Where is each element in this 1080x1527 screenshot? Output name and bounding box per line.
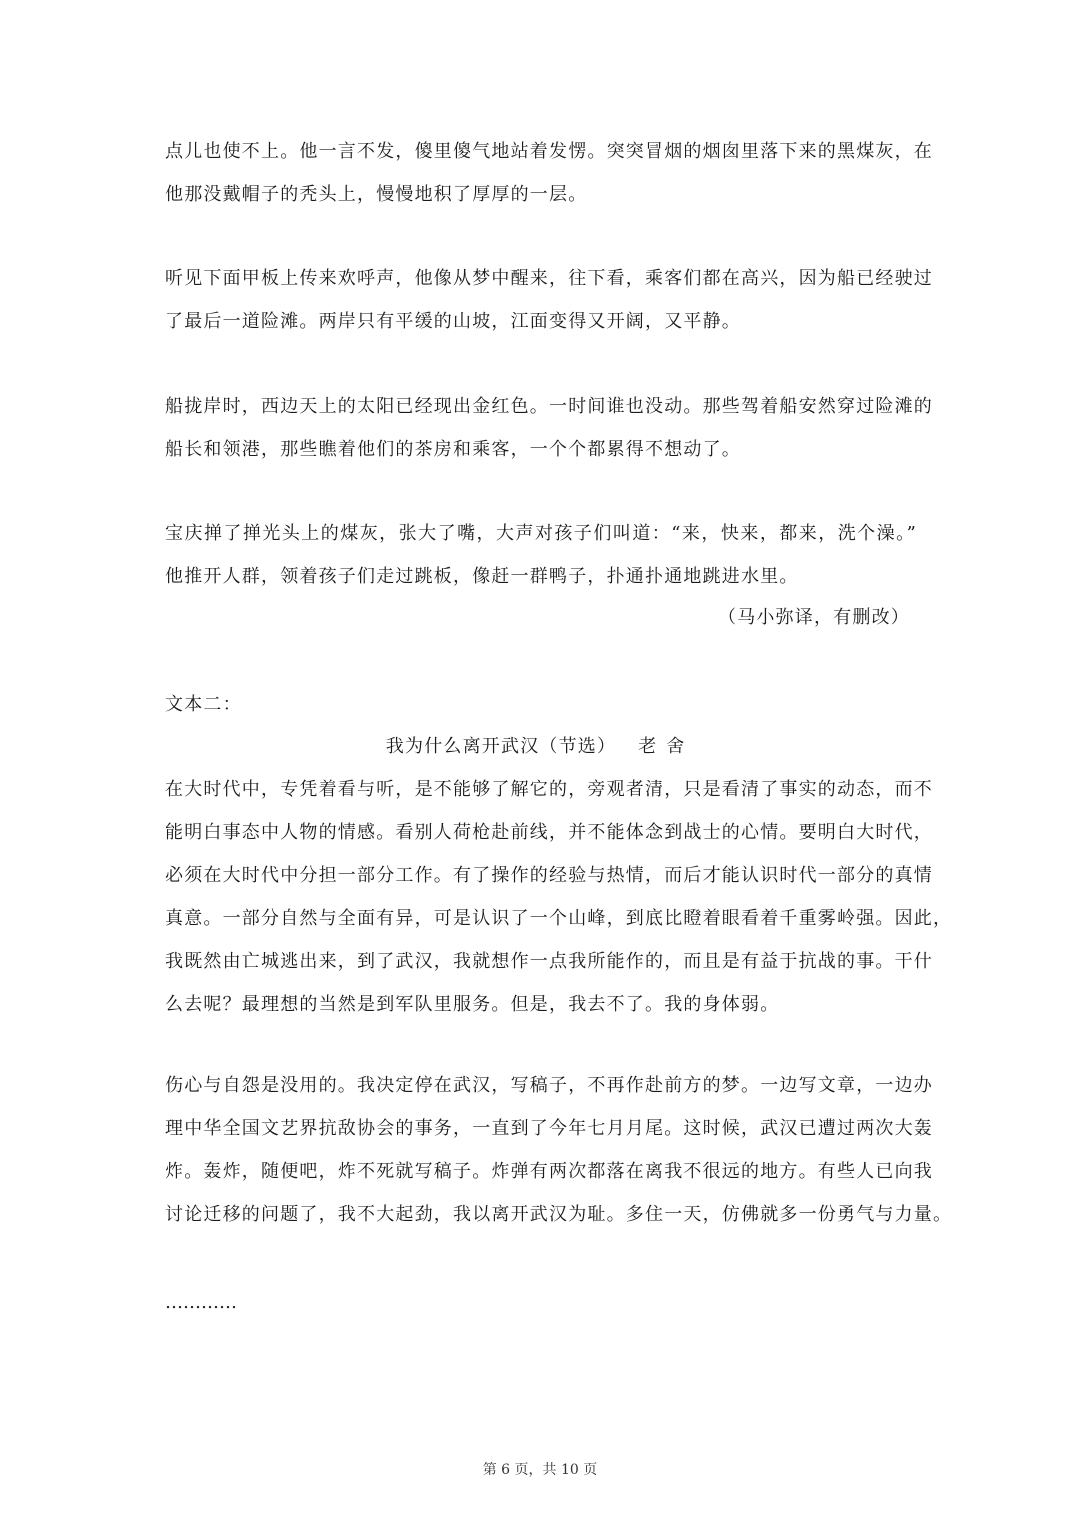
- paragraph-line: 伤心与自怨是没用的。我决定停在武汉，写稿子，不再作赴前方的梦。一边写文章，一边办: [165, 1075, 933, 1096]
- paragraph-line: 讨论迁移的问题了，我不大起劲，我以离开武汉为耻。多住一天，仿佛就多一份勇气与力量。: [165, 1204, 953, 1225]
- paragraph-line: 了最后一道险滩。两岸只有平缓的山坡，江面变得又开阔，又平静。: [165, 311, 741, 332]
- paragraph-line: 船长和领港，那些瞧着他们的茶房和乘客，一个个都累得不想动了。: [165, 439, 741, 460]
- paragraph-line: 么去呢？最理想的当然是到军队里服务。但是，我去不了。我的身体弱。: [165, 994, 780, 1015]
- paragraph-3: [165, 385, 933, 471]
- paragraph-line: 听见下面甲板上传来欢呼声，他像从梦中醒来，往下看，乘客们都在高兴，因为船已经驶过: [165, 268, 933, 289]
- translator-attribution: （马小弥译，有删改）: [718, 607, 910, 628]
- paragraph-line: 他推开人群，领着孩子们走过跳板，像赶一群鸭子，扑通扑通地跳进水里。: [165, 566, 799, 587]
- paragraph-line: 他那没戴帽子的秃头上，慢慢地积了厚厚的一层。: [165, 184, 588, 205]
- paragraph-6: [165, 1064, 953, 1236]
- article-title-text: 我为什么离开武汉（节选）: [385, 736, 617, 757]
- paragraph-line: 炸。轰炸，随便吧，炸不死就写稿子。炸弹有两次都落在离我不很远的地方。有些人已向我: [165, 1161, 933, 1182]
- section-label: 文本二：: [165, 694, 242, 715]
- page-footer: 第 6 页，共 10 页: [482, 1462, 598, 1478]
- paragraph-line: 我既然由亡城逃出来，到了武汉，我就想作一点我所能作的，而且是有益于抗战的事。干什: [165, 951, 933, 972]
- paragraph-line: 点儿也使不上。他一言不发，傻里傻气地站着发愣。突突冒烟的烟囱里落下来的黑煤灰，在: [165, 141, 933, 162]
- paragraph-2: [165, 257, 933, 343]
- paragraph-line: 宝庆掸了掸光头上的煤灰，张大了嘴，大声对孩子们叫道：“来，快来，都来，洗个澡。”: [165, 523, 917, 544]
- omission-ellipsis: …………: [165, 1292, 237, 1313]
- paragraph-line: 船拢岸时，西边天上的太阳已经现出金红色。一时间谁也没动。那些驾着船安然穿过险滩的: [165, 396, 933, 417]
- paragraph-line: 能明白事态中人物的情感。看别人荷枪赴前线，并不能体念到战士的心情。要明白大时代，: [165, 822, 933, 843]
- paragraph-line: 理中华全国文艺界抗敌协会的事务，一直到了今年七月月尾。这时候，武汉已遭过两次大轰: [165, 1118, 933, 1139]
- paragraph-4: [165, 512, 917, 598]
- article-title: [0, 732, 1080, 762]
- paragraph-line: 真意。一部分自然与全面有异，可是认识了一个山峰，到底比瞪着眼看着千重雾岭强。因此，: [165, 908, 953, 929]
- paragraph-5: [165, 768, 953, 1026]
- paragraph-line: 必须在大时代中分担一部分工作。有了操作的经验与热情，而后才能认识时代一部分的真情: [165, 865, 933, 886]
- paragraph-line: 在大时代中，专凭着看与听，是不能够了解它的，旁观者清，只是看清了事实的动态，而不: [165, 779, 933, 800]
- article-author: 老舍: [638, 736, 695, 757]
- paragraph-1: [165, 130, 933, 216]
